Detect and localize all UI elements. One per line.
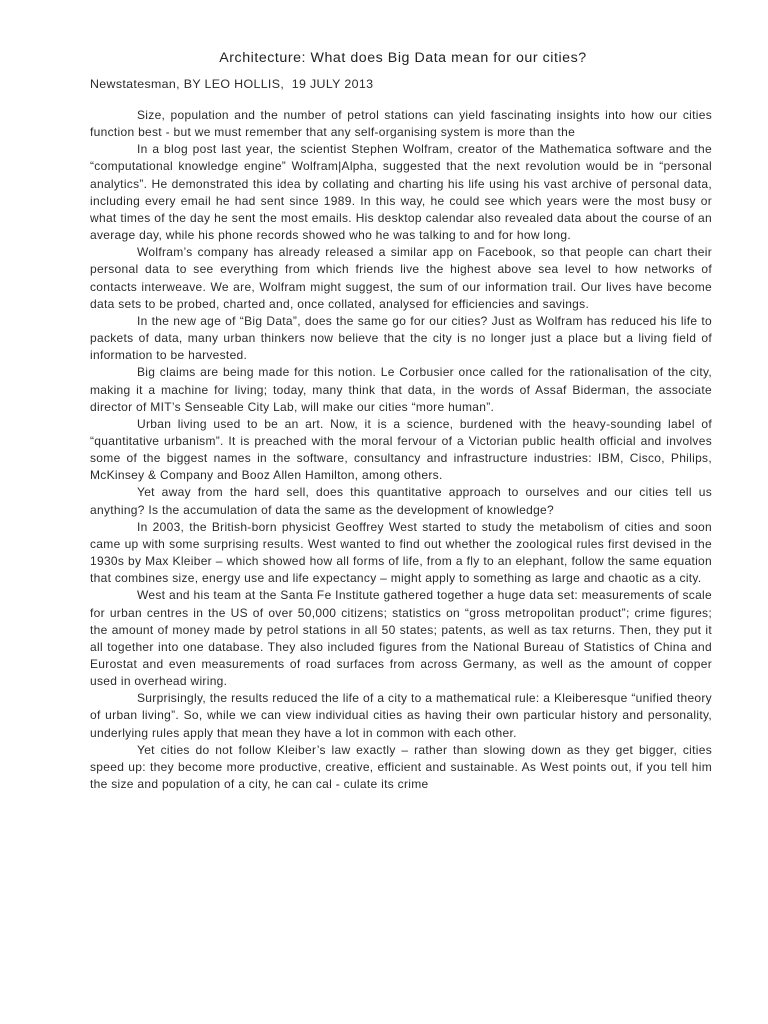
paragraph: Surprisingly, the results reduced the life of a city to a mathematical rule: a Kleiberesque “unified theory of urban living”. So, while we can view individual cities as having their own particular history and personality, underlying rules apply that mean they have a lot in common with each other. [90, 691, 712, 740]
paragraph: West and his team at the Santa Fe Institute gathered together a huge data set: measurements of scale for urban centres in the US of over 50,000 citizens; statistics on “gross metropolitan product”; crime figures; the amount of money made by petrol stations in all 50 states; patents, as well as tax returns. Then, they put it all together into one database. They also included figures from the National Bureau of Statistics of China and Eurostat and even measurements of road surfaces from across Germany, as well as the amount of copper used in overhead wiring. [90, 588, 712, 689]
paragraph: Size, population and the number of petrol stations can yield fascinating insights into how our cities function best - but we must remember that any self-organising system is more than the [90, 108, 712, 140]
paragraph: In a blog post last year, the scientist Stephen Wolfram, creator of the Mathematica software and the “computational knowledge engine” Wolfram|Alpha, suggested that the next revolution would be in “personal analytics”. He demonstrated this idea by collating and charting his life using his vast archive of personal data, including every email he had sent since 1989. In this way, he could see which years were the most busy or what times of the day he sent the most emails. His desktop calendar also revealed data about the course of an average day, while his phone records showed who he was talking to and for how long. [90, 142, 712, 243]
article-title: Architecture: What does Big Data mean for our cities? [219, 50, 587, 66]
paragraph: Wolfram’s company has already released a similar app on Facebook, so that people can chart their personal data to see everything from which friends live the highest above sea level to how networks of contacts interweave. We are, Wolfram might suggest, the sum of our information trail. Our lives have become data sets to be probed, charted and, once collated, analysed for efficiencies and savings. [90, 245, 712, 311]
paragraph: In 2003, the British-born physicist Geoffrey West started to study the metabolism of cities and soon came up with some surprising results. West wanted to find out whether the zoological rules first devised in the 1930s by Max Kleiber – which showed how all forms of life, from a fly to an elephant, follow the same equation that combines size, energy use and life expectancy – might apply to something as large and chaotic as a city. [90, 519, 712, 586]
paragraph: Big claims are being made for this notion. Le Corbusier once called for the rationalisation of the city, making it a machine for living; today, many think that data, in the words of Assaf Biderman, the associate director of MIT’s Senseable City Lab, will make our cities “more human”. [90, 365, 712, 414]
article-body [90, 107, 712, 793]
paragraph: Yet away from the hard sell, does this quantitative approach to ourselves and our cities tell us anything? Is the accumulation of data the same as the development of knowledge? [90, 485, 712, 517]
paragraph: In the new age of “Big Data”, does the same go for our cities? Just as Wolfram has reduced his life to packets of data, many urban thinkers now believe that the city is no longer just a place but a living field of information to be harvested. [90, 313, 712, 363]
paragraph: Yet cities do not follow Kleiber’s law exactly – rather than slowing down as they get bigger, cities speed up: they become more productive, creative, efficient and sustainable. As West points out, if you tell him the size and population of a city, he can cal - culate its crime [90, 742, 712, 792]
paragraph: Urban living used to be an art. Now, it is a science, burdened with the heavy-sounding label of “quantitative urbanism”. It is preached with the moral fervour of a Victorian public health official and involves some of the biggest names in the software, consultancy and infrastructure industries: IBM, Cisco, Philips, McKinsey & Company and Booz Allen Hamilton, among others. [90, 416, 712, 483]
article-page [90, 50, 712, 793]
article-byline: Newstatesman, BY LEO HOLLIS, 19 JULY 2013 [90, 77, 374, 91]
